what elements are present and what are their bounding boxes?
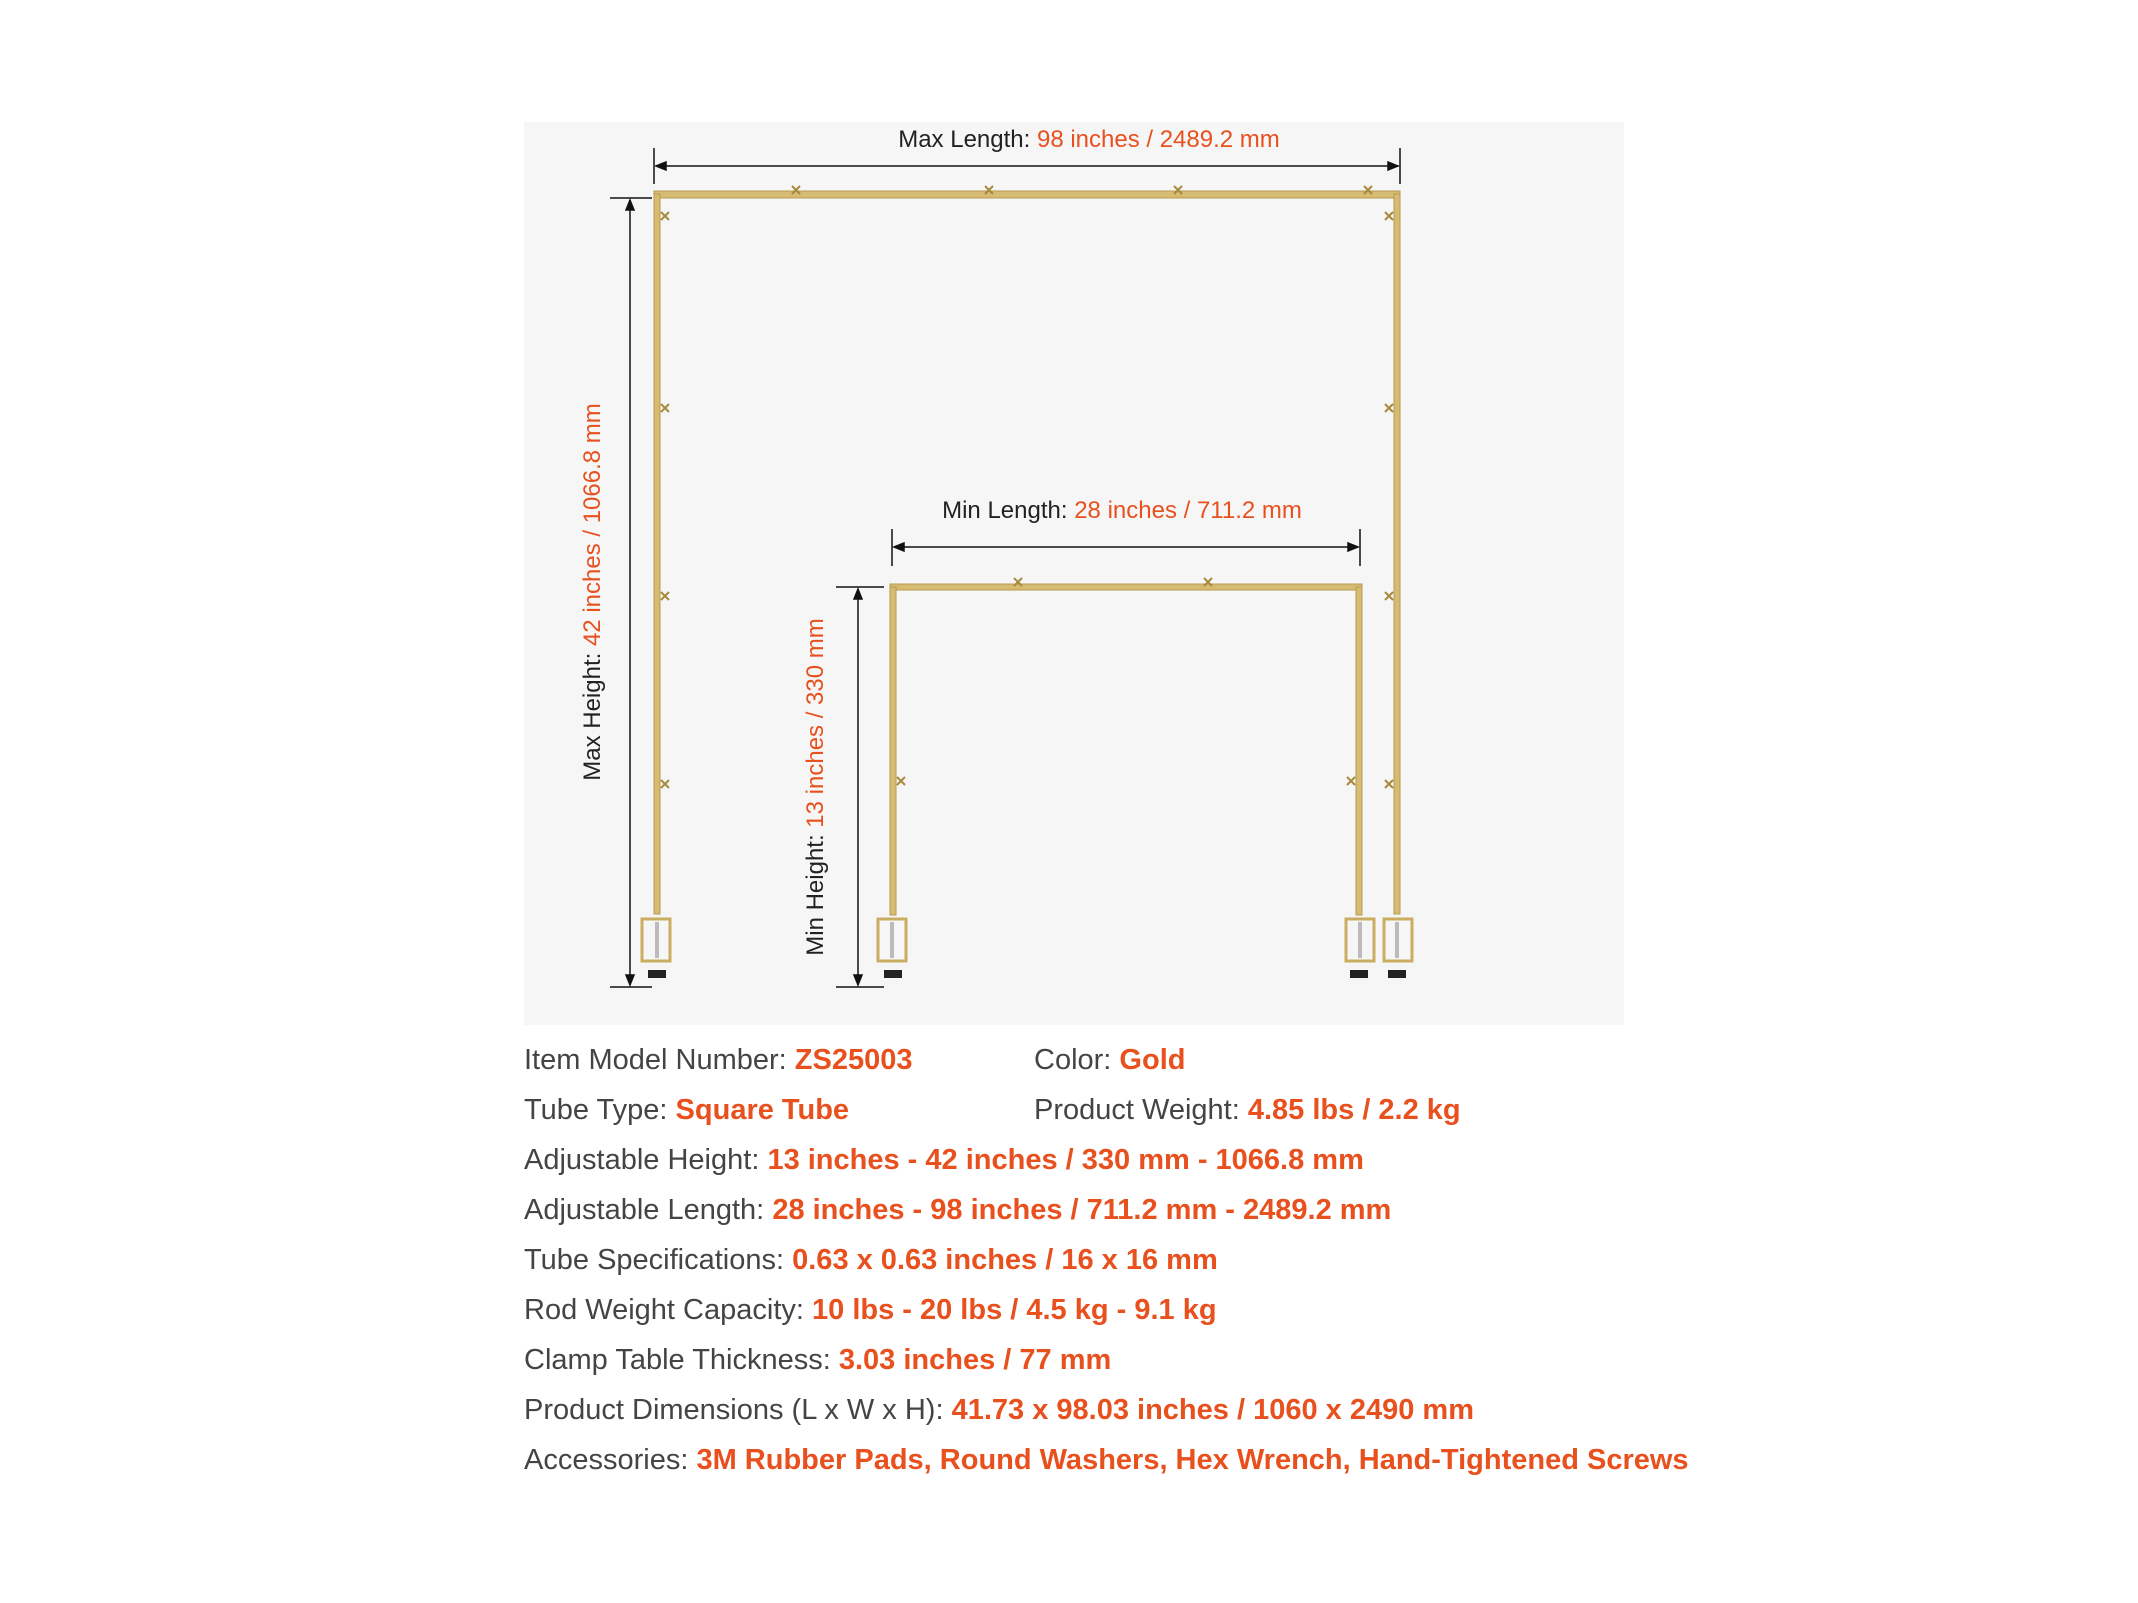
spec-adjustable-length-label: Adjustable Length: bbox=[524, 1194, 773, 1226]
spec-accessories bbox=[524, 1444, 1689, 1477]
spec-dimensions bbox=[524, 1394, 1474, 1427]
min-length-value: 28 inches / 711.2 mm bbox=[1074, 497, 1302, 525]
spec-rod-capacity-value: 10 lbs - 20 lbs / 4.5 kg - 9.1 kg bbox=[812, 1294, 1217, 1326]
max-height-value: 42 inches / 1066.8 mm bbox=[579, 403, 607, 647]
spec-model bbox=[524, 1044, 912, 1077]
min-length-text bbox=[942, 497, 1302, 524]
spec-clamp-thickness-value: 3.03 inches / 77 mm bbox=[838, 1344, 1112, 1376]
min-top-rod bbox=[890, 584, 1362, 590]
spec-adjustable-length bbox=[524, 1194, 1391, 1227]
spec-adjustable-height bbox=[524, 1144, 1364, 1177]
spec-tube-type-value: Square Tube bbox=[675, 1094, 850, 1126]
min-length-label: Min Length: bbox=[942, 497, 1075, 525]
spec-weight-value: 4.85 lbs / 2.2 kg bbox=[1247, 1094, 1461, 1126]
spec-clamp-thickness-label: Clamp Table Thickness: bbox=[524, 1344, 839, 1376]
spec-color bbox=[1034, 1044, 1185, 1077]
spec-tube-specifications-value: 0.63 x 0.63 inches / 16 x 16 mm bbox=[792, 1244, 1218, 1276]
diagram-background bbox=[524, 122, 1624, 1025]
max-length-value: 98 inches / 2489.2 mm bbox=[1036, 126, 1280, 154]
spec-model-value: ZS25003 bbox=[794, 1044, 913, 1076]
spec-weight-label: Product Weight: bbox=[1034, 1094, 1248, 1126]
min-height-value: 13 inches / 330 mm bbox=[802, 618, 830, 828]
min-height-text bbox=[802, 618, 829, 956]
max-left-leg bbox=[654, 194, 660, 914]
spec-dimensions-label: Product Dimensions (L x W x H): bbox=[524, 1394, 952, 1426]
spec-tube-specifications-label: Tube Specifications: bbox=[524, 1244, 793, 1276]
spec-adjustable-length-value: 28 inches - 98 inches / 711.2 mm - 2489.2 mm bbox=[772, 1194, 1392, 1226]
spec-model-label: Item Model Number: bbox=[524, 1044, 795, 1076]
max-right-leg bbox=[1394, 194, 1400, 914]
spec-color-label: Color: bbox=[1034, 1044, 1120, 1076]
max-length-label: Max Length: bbox=[898, 126, 1037, 154]
min-height-label: Min Height: bbox=[802, 827, 830, 956]
spec-rod-capacity-label: Rod Weight Capacity: bbox=[524, 1294, 812, 1326]
spec-weight bbox=[1034, 1094, 1461, 1127]
max-height-text bbox=[579, 403, 606, 781]
max-height-label: Max Height: bbox=[579, 646, 607, 781]
max-length-text bbox=[898, 126, 1280, 153]
spec-tube-type bbox=[524, 1094, 849, 1127]
spec-accessories-label: Accessories: bbox=[524, 1444, 697, 1476]
spec-adjustable-height-value: 13 inches - 42 inches / 330 mm - 1066.8 mm bbox=[767, 1144, 1364, 1176]
spec-dimensions-value: 41.73 x 98.03 inches / 1060 x 2490 mm bbox=[951, 1394, 1474, 1426]
spec-rod-capacity bbox=[524, 1294, 1217, 1327]
max-top-rod bbox=[654, 191, 1400, 198]
spec-adjustable-height-label: Adjustable Height: bbox=[524, 1144, 768, 1176]
dimension-drawing bbox=[524, 122, 1624, 1025]
spec-color-value: Gold bbox=[1119, 1044, 1186, 1076]
min-right-leg bbox=[1356, 587, 1362, 915]
product-diagram bbox=[524, 122, 1624, 1025]
min-left-leg bbox=[890, 587, 896, 915]
spec-clamp-thickness bbox=[524, 1344, 1111, 1377]
spec-tube-specifications bbox=[524, 1244, 1218, 1277]
spec-tube-type-label: Tube Type: bbox=[524, 1094, 676, 1126]
spec-accessories-value: 3M Rubber Pads, Round Washers, Hex Wrench, Hand-Tightened Screws bbox=[696, 1444, 1689, 1476]
